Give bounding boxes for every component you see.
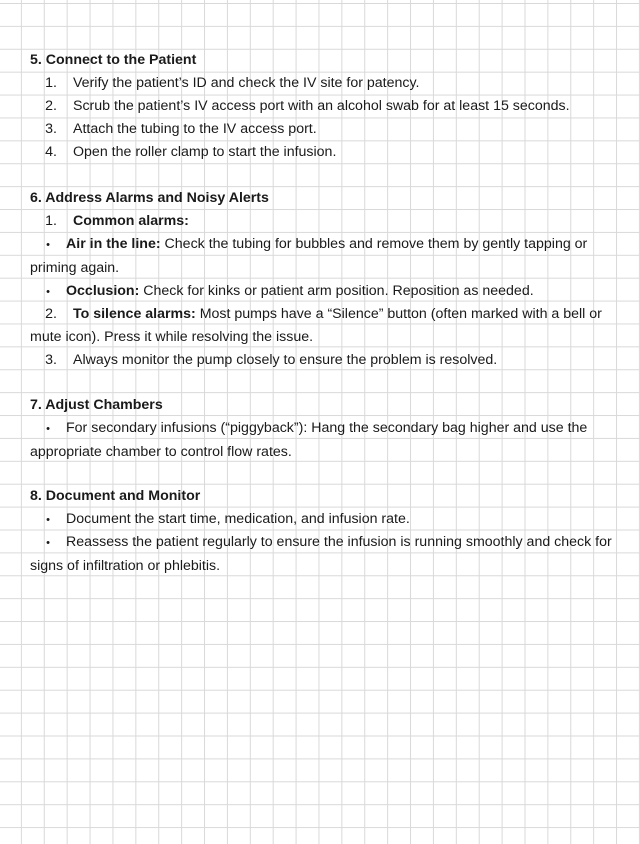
list-item-text: Attach the tubing to the IV access port.: [73, 121, 317, 137]
list-item: [30, 233, 620, 280]
list-item-text: Reassess the patient regularly to ensure the infusion is running smoothly and check for signs of infiltration or phlebitis.: [30, 534, 612, 574]
list-item-text: For secondary infusions (“piggyback”): Hang the secondary bag higher and use the appropriate chamber to control flow rates.: [30, 420, 588, 460]
list-item: [30, 72, 620, 95]
list-item-text: Always monitor the pump closely to ensure the problem is resolved.: [73, 352, 498, 368]
section-adjust-chambers: [30, 394, 620, 464]
list-item-bold-label: To silence alarms:: [73, 306, 196, 322]
list-marker: 2.: [45, 306, 57, 322]
section-heading: 6. Address Alarms and Noisy Alerts: [30, 190, 269, 206]
list-item-bold-label: Air in the line:: [66, 236, 161, 252]
list-item: [30, 303, 620, 349]
list-item: [30, 141, 620, 164]
section-connect-patient: [30, 49, 620, 164]
section-alarms: [30, 187, 620, 372]
list-marker: 3.: [45, 352, 57, 368]
list-item: [30, 508, 620, 531]
list-item-bold-label: Common alarms:: [73, 213, 189, 229]
list-item: [30, 118, 620, 141]
list-marker: 4.: [45, 144, 57, 160]
list-item: [30, 417, 620, 464]
list-item-text: Check the tubing for bubbles and remove them by gently tapping or priming again.: [30, 236, 588, 276]
bullet-marker: •: [46, 514, 50, 526]
list-item: [30, 349, 620, 372]
list-item-text: Check for kinks or patient arm position. Reposition as needed.: [143, 283, 534, 299]
bullet-marker: •: [46, 286, 50, 298]
list-item-text: Document the start time, medication, and infusion rate.: [66, 511, 410, 527]
list-item-text: Open the roller clamp to start the infusion.: [73, 144, 337, 160]
bullet-marker: •: [46, 239, 50, 251]
section-heading: 8. Document and Monitor: [30, 488, 201, 504]
list-item-text: Scrub the patient’s IV access port with an alcohol swab for at least 15 seconds.: [73, 98, 570, 114]
bullet-marker: •: [46, 423, 50, 435]
bullet-marker: •: [46, 537, 50, 549]
list-item: [30, 95, 620, 118]
list-marker: 1.: [45, 75, 57, 91]
list-marker: 2.: [45, 98, 57, 114]
list-marker: 1.: [45, 213, 57, 229]
list-item: [30, 531, 620, 578]
list-item: [30, 280, 620, 303]
list-marker: 3.: [45, 121, 57, 137]
list-item-text: Verify the patient’s ID and check the IV site for patency.: [73, 75, 420, 91]
section-heading: 7. Adjust Chambers: [30, 397, 163, 413]
list-item-bold-label: Occlusion:: [66, 283, 140, 299]
list-item: [30, 210, 620, 233]
list-item-text: Most pumps have a “Silence” button (often marked with a bell or mute icon). Press it while resolving the issue.: [30, 306, 602, 345]
section-document-monitor: [30, 485, 620, 578]
section-heading: 5. Connect to the Patient: [30, 52, 197, 68]
